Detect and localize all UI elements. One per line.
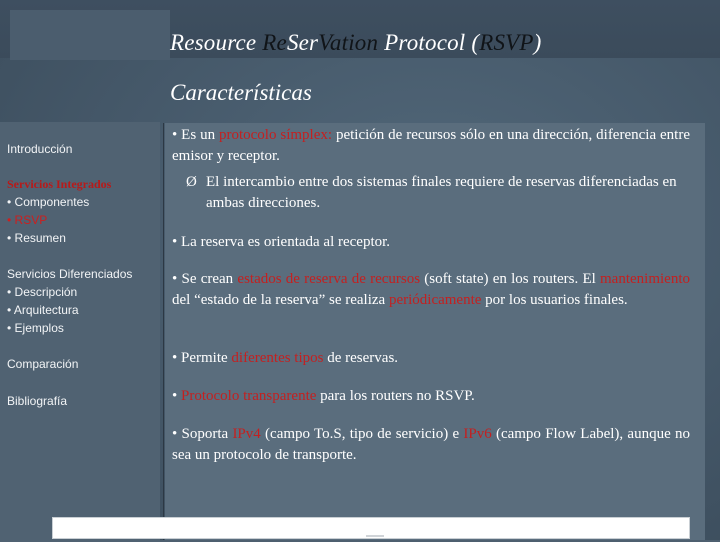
nav-sub-rsvp[interactable]: • RSVP xyxy=(7,213,48,227)
text-run: • Soporta xyxy=(172,426,233,442)
text-run: petición de recursos sólo en una dirección, diferencia entre emisor y receptor. xyxy=(172,127,690,164)
title-part: Re xyxy=(262,30,287,55)
bullet-transparente xyxy=(172,386,690,407)
bullet-tipos xyxy=(172,348,690,369)
nav-introduccion[interactable] xyxy=(7,140,72,158)
text-run: • Permite xyxy=(172,350,232,366)
text-highlight: protocolo símplex: xyxy=(218,127,333,143)
title-part: ) xyxy=(533,30,542,55)
text-run: (campo To.S, tipo de servicio) e xyxy=(260,426,464,442)
title-part: RSVP xyxy=(479,30,534,55)
nav-label: Bibliografía xyxy=(7,394,68,408)
nav-label: Servicios Diferenciados xyxy=(7,267,133,281)
text-run: para los routers no RSVP. xyxy=(316,388,475,404)
bullet-receptor: • La reserva es orientada al receptor. xyxy=(172,234,391,250)
nav-sub-ejemplos[interactable]: • Ejemplos xyxy=(7,321,64,335)
nav-label: Comparación xyxy=(7,357,79,371)
nav-label: Introducción xyxy=(7,142,73,156)
title-part: Resource xyxy=(170,30,263,55)
slide-title xyxy=(170,30,542,56)
text-run: de reservas. xyxy=(323,350,399,366)
sidebar-divider xyxy=(163,123,164,540)
nav-servicios-diferenciados[interactable] xyxy=(7,265,132,337)
title-decoration xyxy=(10,10,170,60)
text-highlight: IPv4 xyxy=(232,426,261,442)
nav-label: Servicios Integrados xyxy=(7,177,112,191)
slide-subtitle: Características xyxy=(170,80,312,105)
text-highlight: Protocolo transparente xyxy=(181,388,317,404)
title-part: Ser xyxy=(286,30,319,55)
title-part: Protocol ( xyxy=(378,30,480,55)
text-run: • Es un xyxy=(172,127,219,143)
text-highlight: IPv6 xyxy=(463,426,492,442)
nav-sub-arquitectura[interactable]: • Arquitectura xyxy=(7,303,79,317)
bullet-ipv xyxy=(172,424,690,466)
nav-sub-resumen[interactable]: • Resumen xyxy=(7,231,66,245)
bullet-simplex xyxy=(172,125,690,167)
text-run: del “estado de la reserva” se realiza xyxy=(172,292,389,308)
nav-sub-componentes[interactable]: • Componentes xyxy=(7,195,90,209)
nav-sub-descripcion[interactable]: • Descripción xyxy=(7,285,78,299)
nav-bibliografia[interactable] xyxy=(7,392,67,410)
text-run: • xyxy=(172,388,182,404)
text-highlight: estados de reserva de recursos xyxy=(237,271,421,287)
text-highlight: periódicamente xyxy=(388,292,482,308)
arrow-icon: Ø xyxy=(186,174,197,190)
text-highlight: mantenimiento xyxy=(600,271,690,287)
text-highlight: diferentes tipos xyxy=(231,350,324,366)
title-part: Vation xyxy=(318,30,379,55)
bullet-soft-state xyxy=(172,269,690,311)
text-run: (campo Flow Label), aunque no sea un protocolo de transporte. xyxy=(172,426,691,463)
text-run: por los usuarios finales. xyxy=(481,292,628,308)
nav-comparacion[interactable] xyxy=(7,355,78,373)
sub-bullet-intercambio xyxy=(186,172,690,214)
nav-servicios-integrados[interactable] xyxy=(7,175,111,247)
text-run: (soft state) en los routers. El xyxy=(420,271,601,287)
text-run: El intercambio entre dos sistemas finales requiere de reservas diferenciadas en ambas direcciones. xyxy=(206,174,677,211)
text-run: • Se crean xyxy=(172,271,238,287)
footer-mark xyxy=(366,535,384,537)
